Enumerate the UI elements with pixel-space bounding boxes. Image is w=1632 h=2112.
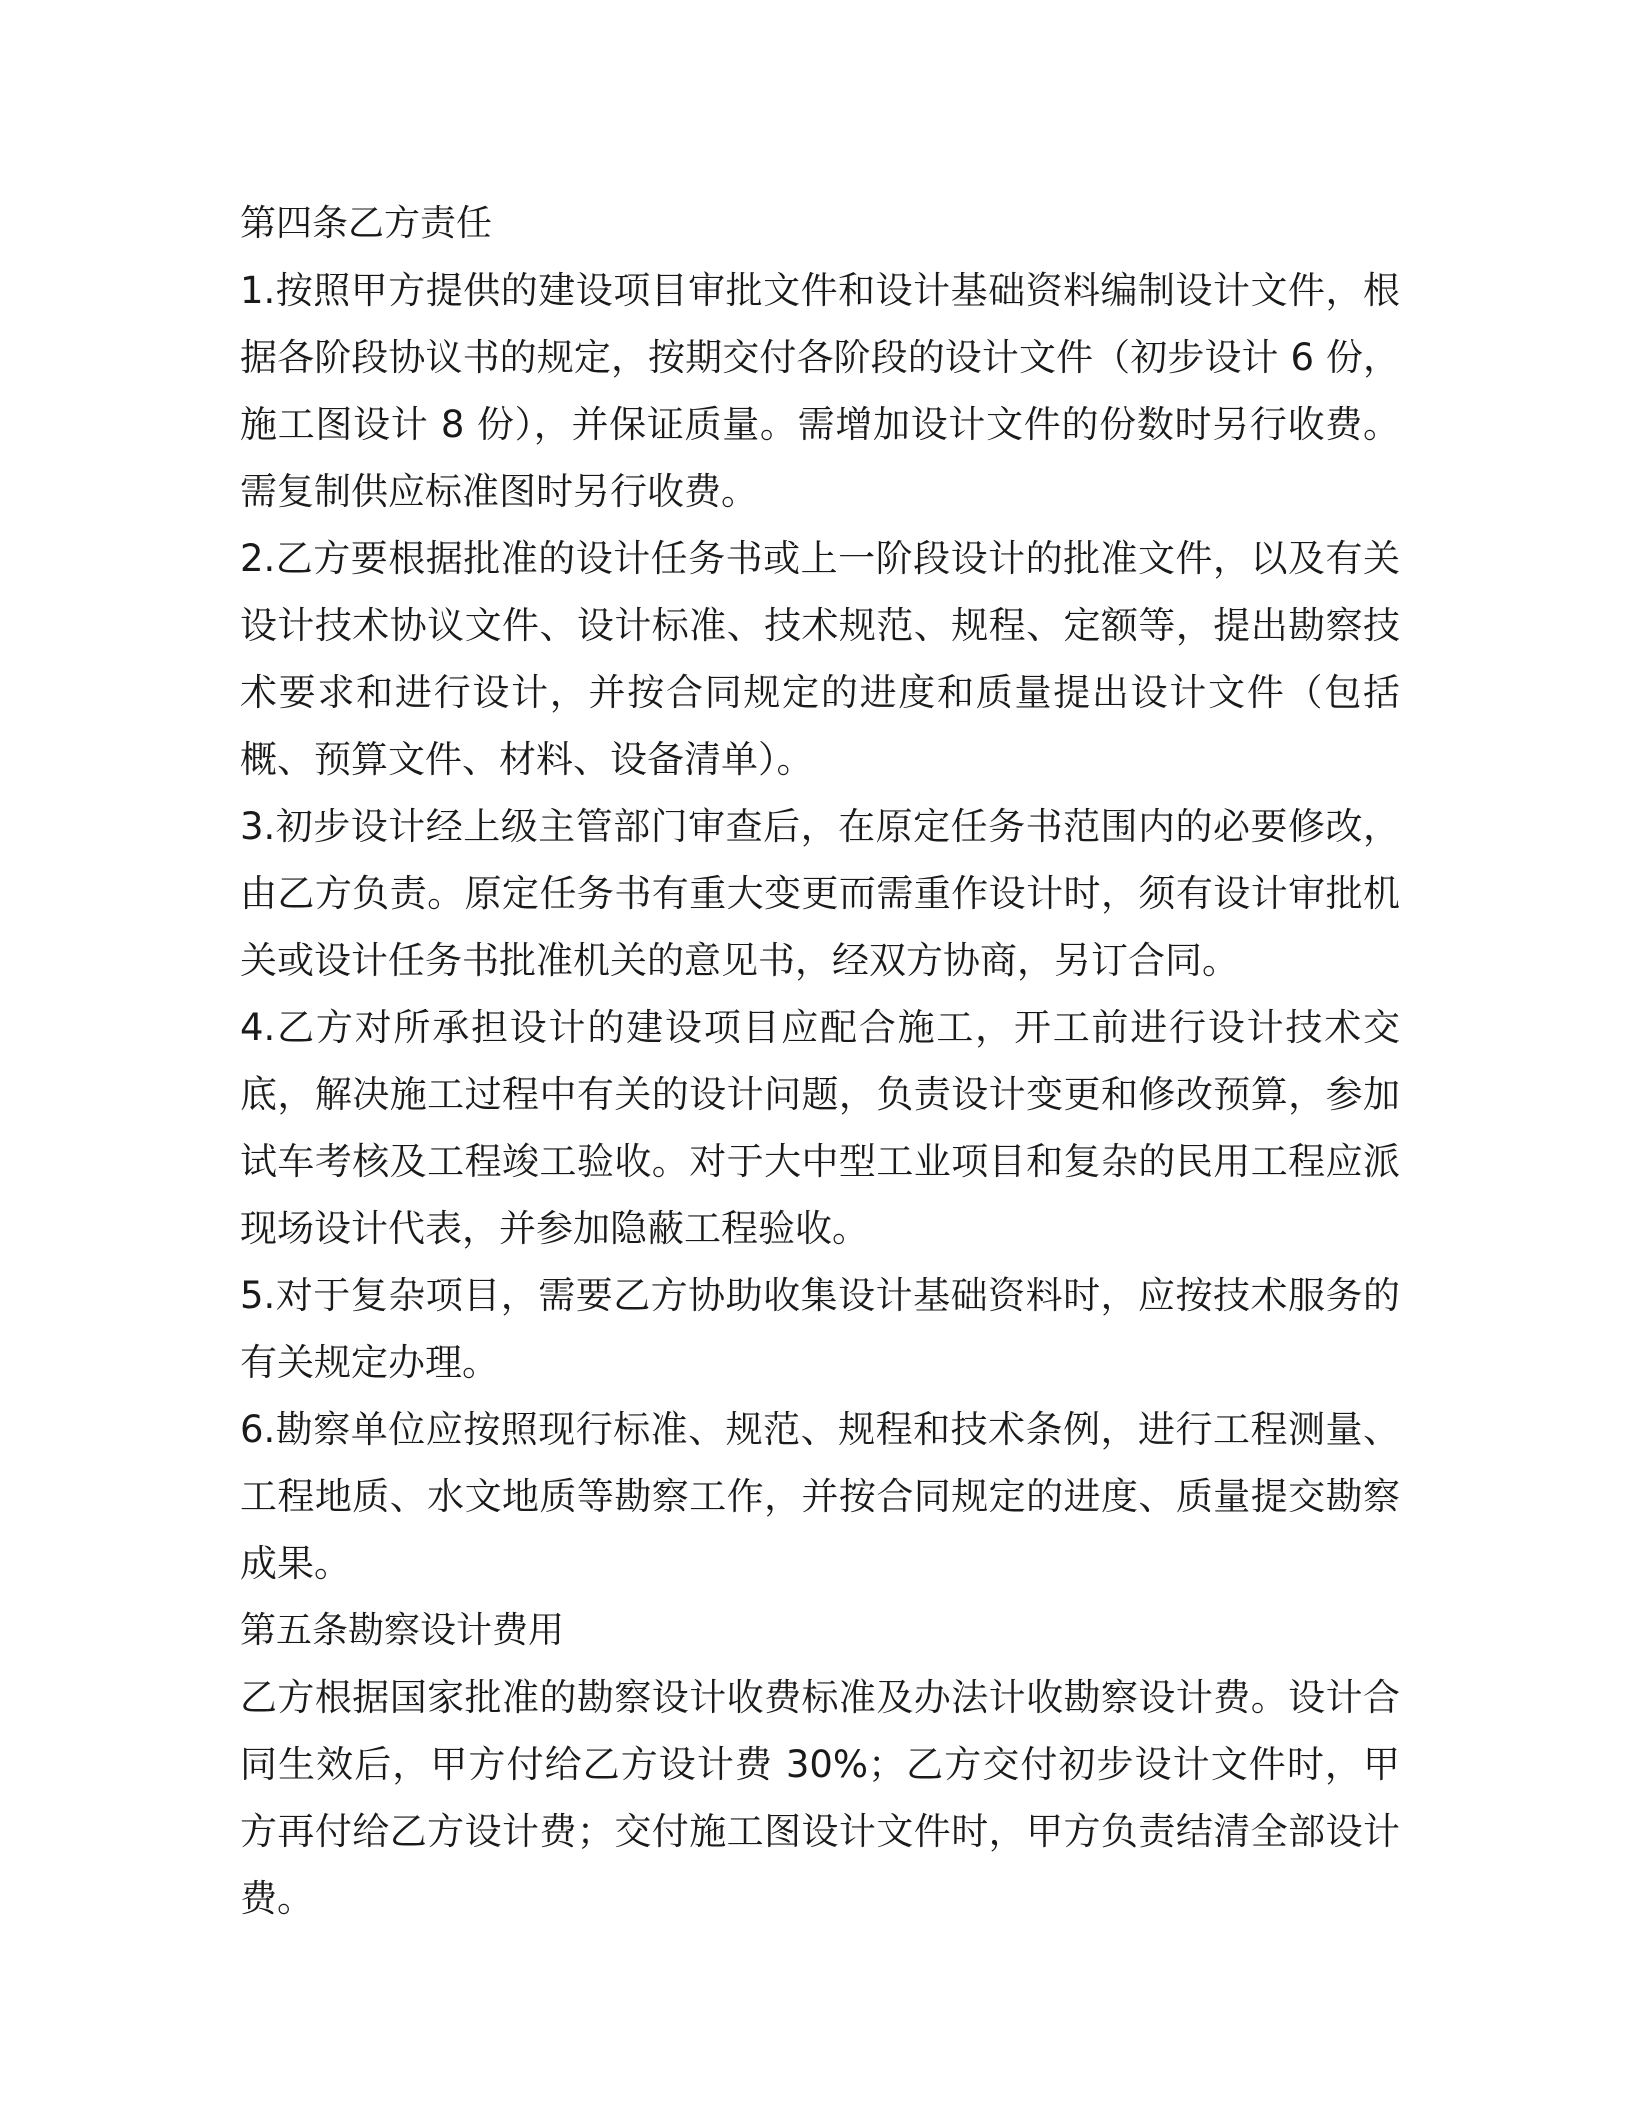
section4-item-2: 2.乙方要根据批准的设计任务书或上一阶段设计的批准文件，以及有关设计技术协议文件、设计标准、技术规范、规程、定额等，提出勘察技术要求和进行设计，并按合同规定的进度和质量提出设计文件（包括概、预算文件、材料、设备清单）。 — [240, 537, 1400, 781]
section4-heading: 第四条乙方责任 — [240, 203, 493, 244]
document-page — [240, 190, 1400, 1932]
section4-item-4: 4.乙方对所承担设计的建设项目应配合施工，开工前进行设计技术交底，解决施工过程中有关的设计问题，负责设计变更和修改预算，参加试车考核及工程竣工验收。对于大中型工业项目和复杂的民用工程应派现场设计代表，并参加隐蔽工程验收。 — [240, 1006, 1400, 1250]
section4-item-6: 6.勘察单位应按照现行标准、规范、规程和技术条例，进行工程测量、工程地质、水文地质等勘察工作，并按合同规定的进度、质量提交勘察成果。 — [240, 1408, 1400, 1585]
section4-item-3: 3.初步设计经上级主管部门审查后，在原定任务书范围内的必要修改，由乙方负责。原定任务书有重大变更而需重作设计时，须有设计审批机关或设计任务书批准机关的意见书，经双方协商，另订合同。 — [240, 805, 1400, 982]
section4-item-5: 5.对于复杂项目，需要乙方协助收集设计基础资料时，应按技术服务的有关规定办理。 — [240, 1274, 1400, 1384]
section5-heading: 第五条勘察设计费用 — [240, 1610, 565, 1651]
section5-body: 乙方根据国家批准的勘察设计收费标准及办法计收勘察设计费。设计合同生效后，甲方付给乙方设计费 30%；乙方交付初步设计文件时，甲方再付给乙方设计费；交付施工图设计文件时，甲方负责结清全部设计费。 — [240, 1676, 1400, 1920]
section4-item-1: 1.按照甲方提供的建设项目审批文件和设计基础资料编制设计文件，根据各阶段协议书的规定，按期交付各阶段的设计文件（初步设计 6 份，施工图设计 8 份），并保证质量。需增加设计文件的份数时另行收费。需复制供应标准图时另行收费。 — [240, 269, 1400, 513]
